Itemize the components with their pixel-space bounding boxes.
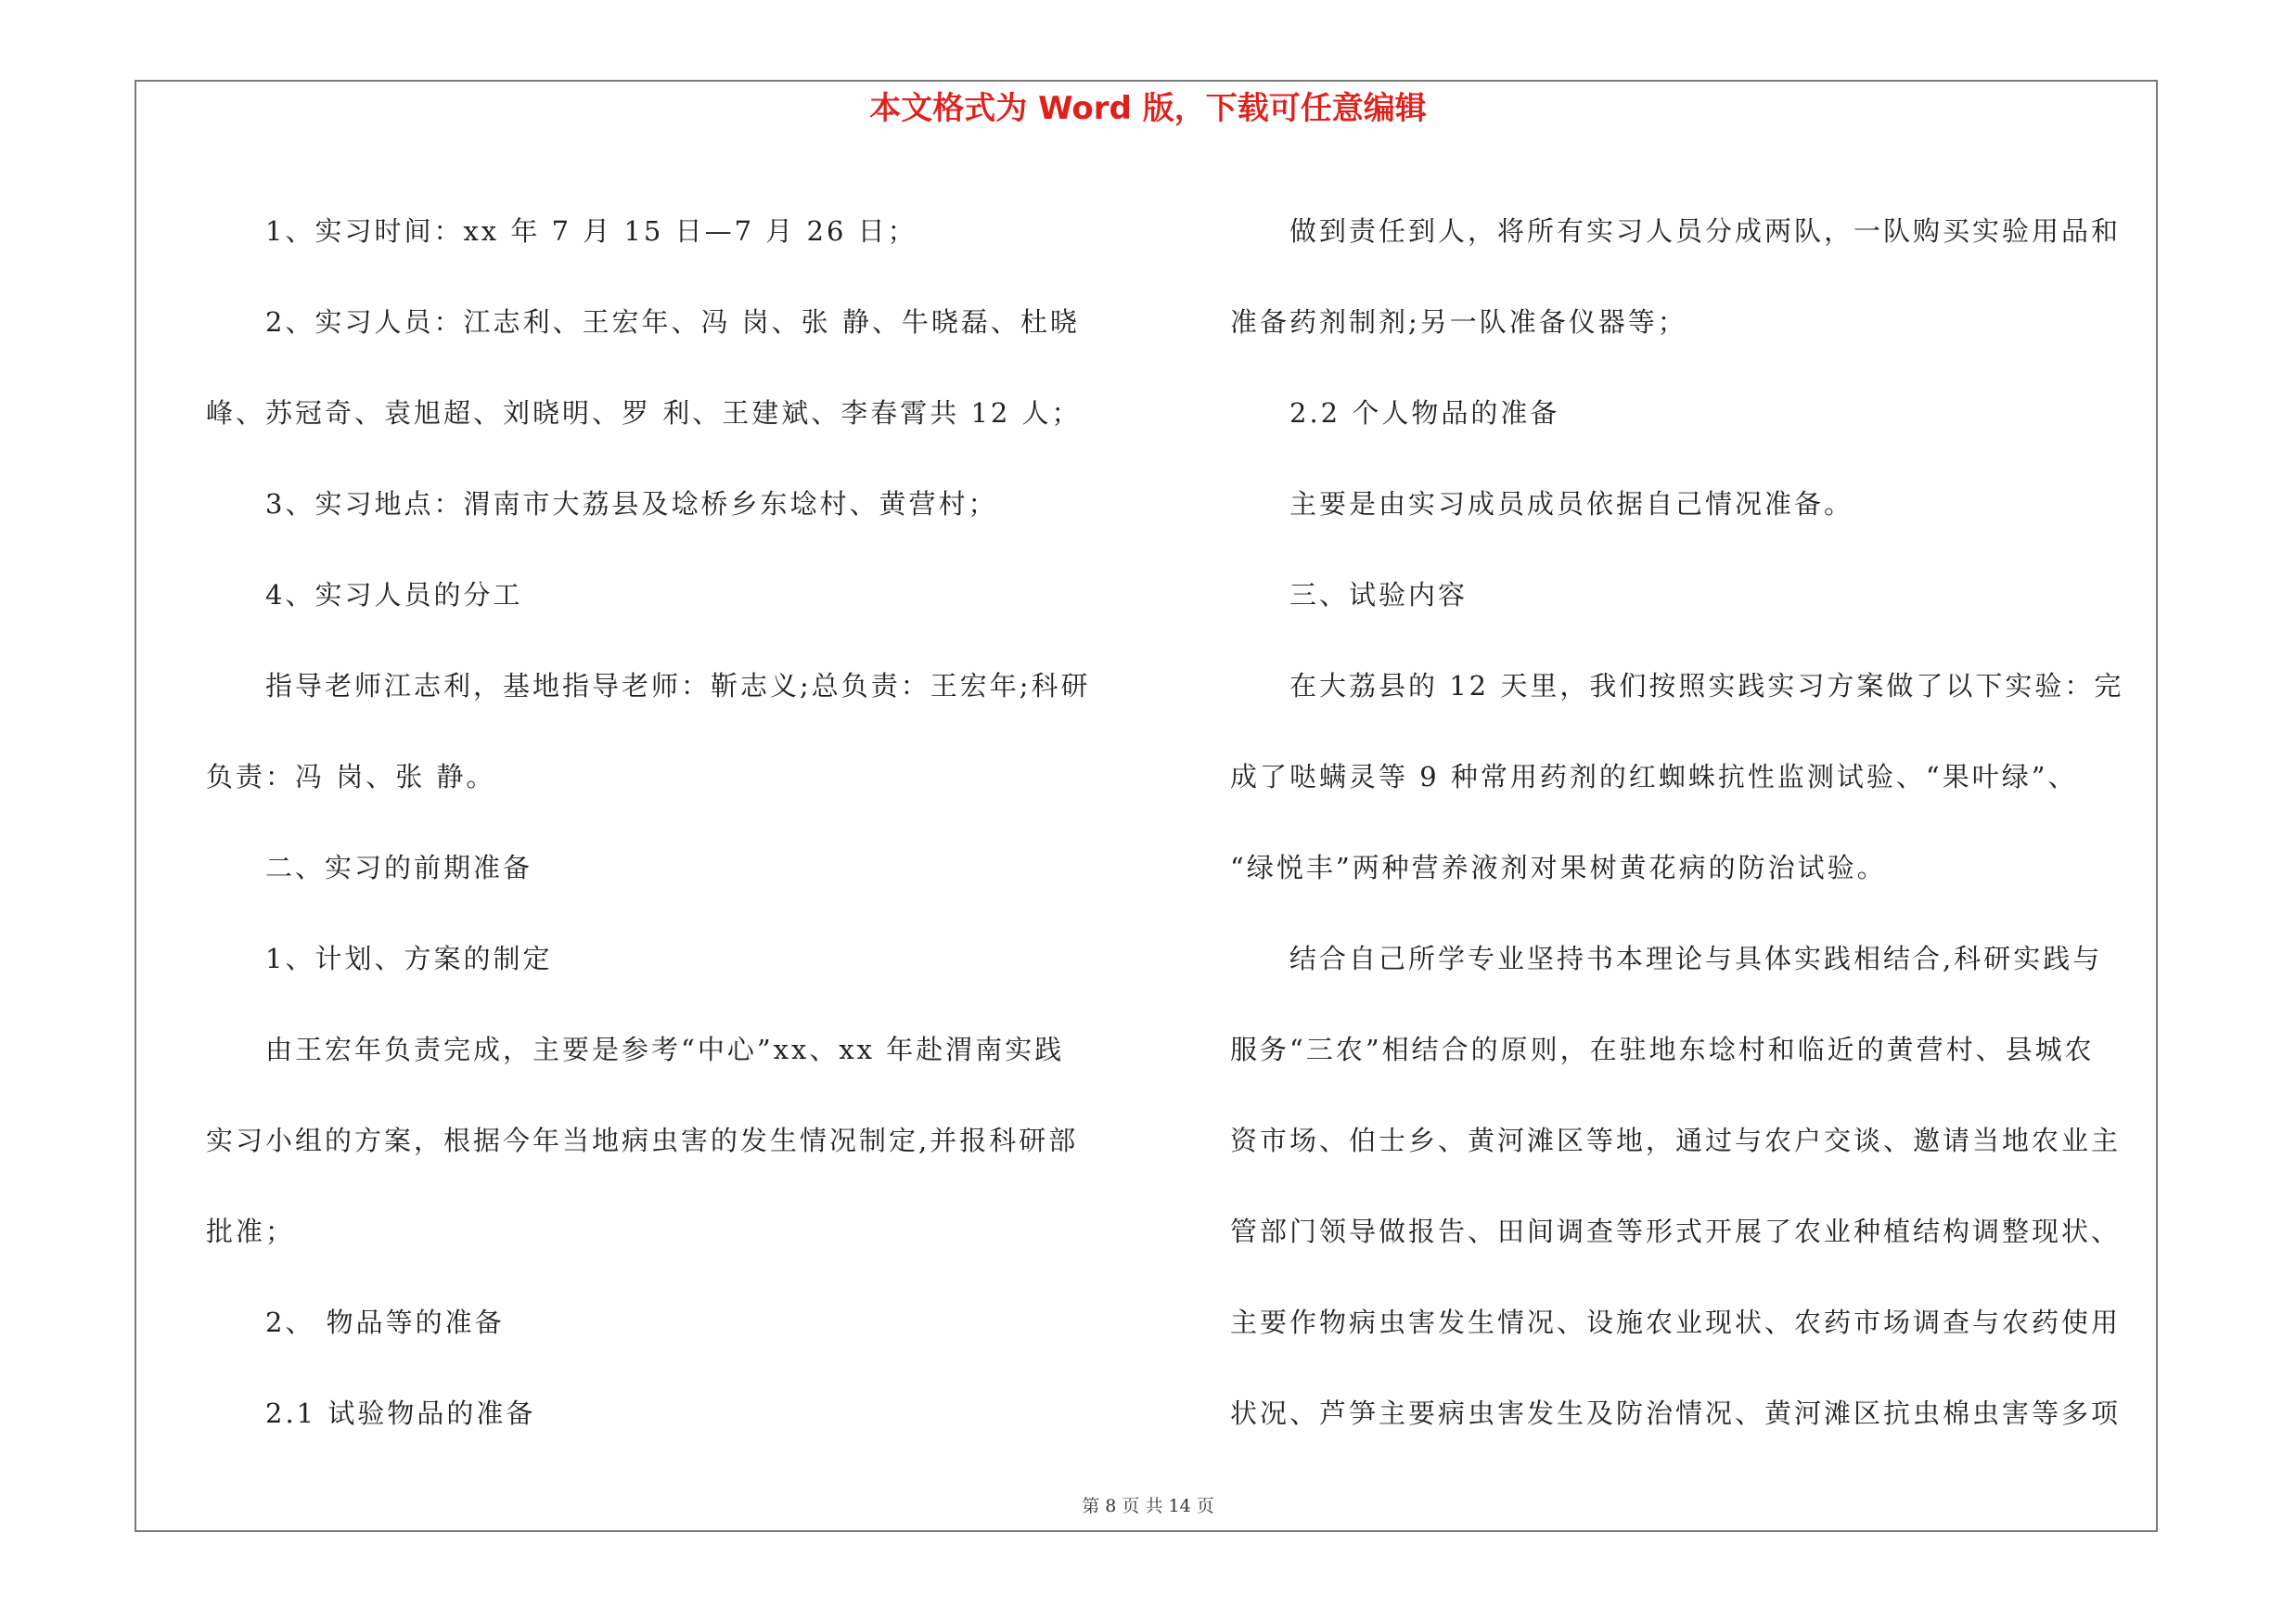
paragraph-line: 主要作物病虫害发生情况、设施农业现状、农药市场调查与农药使用 [1230,1307,2122,1338]
paragraph-line: 在大荔县的 12 天里，我们按照实践实习方案做了以下实验：完 [1289,670,2124,702]
paragraph-line: 由王宏年负责完成，主要是参考“中心”xx、xx 年赴渭南实践 [265,1034,1065,1065]
paragraph-line: 结合自己所学专业坚持书本理论与具体实践相结合,科研实践与 [1289,943,2103,974]
paragraph-line: 批准； [206,1216,296,1247]
paragraph-line: 峰、苏冠奇、袁旭超、刘晓明、罗 利、王建斌、李春霄共 12 人； [206,397,1082,429]
paragraph-line: 做到责任到人，将所有实习人员分成两队，一队购买实验用品和 [1289,215,2122,247]
left-column [206,186,1134,1459]
paragraph-line: 2.1 试验物品的准备 [265,1398,536,1429]
paragraph-line: 状况、芦笋主要病虫害发生及防治情况、黄河滩区抗虫棉虫害等多项 [1230,1398,2122,1429]
paragraph-line: 指导老师江志利，基地指导老师：靳志义;总负责：王宏年;科研 [265,670,1091,702]
paragraph-line: 1、计划、方案的制定 [265,943,553,974]
paragraph-line: 负责：冯 岗、张 静。 [206,761,496,792]
paragraph-line: 服务“三农”相结合的原则，在驻地东埝村和临近的黄营村、县城农 [1230,1034,2095,1065]
paragraph-line: 准备药剂制剂;另一队准备仪器等； [1230,306,1687,338]
paragraph-line: 主要是由实习成员成员依据自己情况准备。 [1289,488,1854,520]
word-format-banner: 本文格式为 Word 版，下载可任意编辑 [869,90,1427,127]
paragraph-line: 1、实习时间：xx 年 7 月 15 日—7 月 26 日； [265,215,917,247]
page-number-footer: 第 8 页 共 14 页 [1082,1496,1214,1516]
paragraph-line: “绿悦丰”两种营养液剂对果树黄花病的防治试验。 [1230,852,1887,883]
paragraph-line: 2、 物品等的准备 [265,1307,505,1338]
section-heading: 二、实习的前期准备 [265,852,533,883]
paragraph-line: 管部门领导做报告、田间调查等形式开展了农业种植结构调整现状、 [1230,1216,2122,1247]
paragraph-line: 4、实习人员的分工 [265,579,523,611]
paragraph-line: 3、实习地点：渭南市大荔县及埝桥乡东埝村、黄营村； [265,488,998,520]
section-heading: 三、试验内容 [1289,579,1469,611]
paragraph-line: 资市场、伯士乡、黄河滩区等地，通过与农户交谈、邀请当地农业主 [1230,1125,2122,1156]
paragraph-line: 2、实习人员：江志利、王宏年、冯 岗、张 静、牛晓磊、杜晓 [265,306,1080,338]
right-column [1230,186,2158,1459]
paragraph-line: 成了哒螨灵等 9 种常用药剂的红蜘蛛抗性监测试验、“果叶绿”、 [1230,761,2078,792]
paragraph-line: 实习小组的方案，根据今年当地病虫害的发生情况制定,并报科研部 [206,1125,1079,1156]
paragraph-line: 2.2 个人物品的准备 [1289,397,1560,429]
